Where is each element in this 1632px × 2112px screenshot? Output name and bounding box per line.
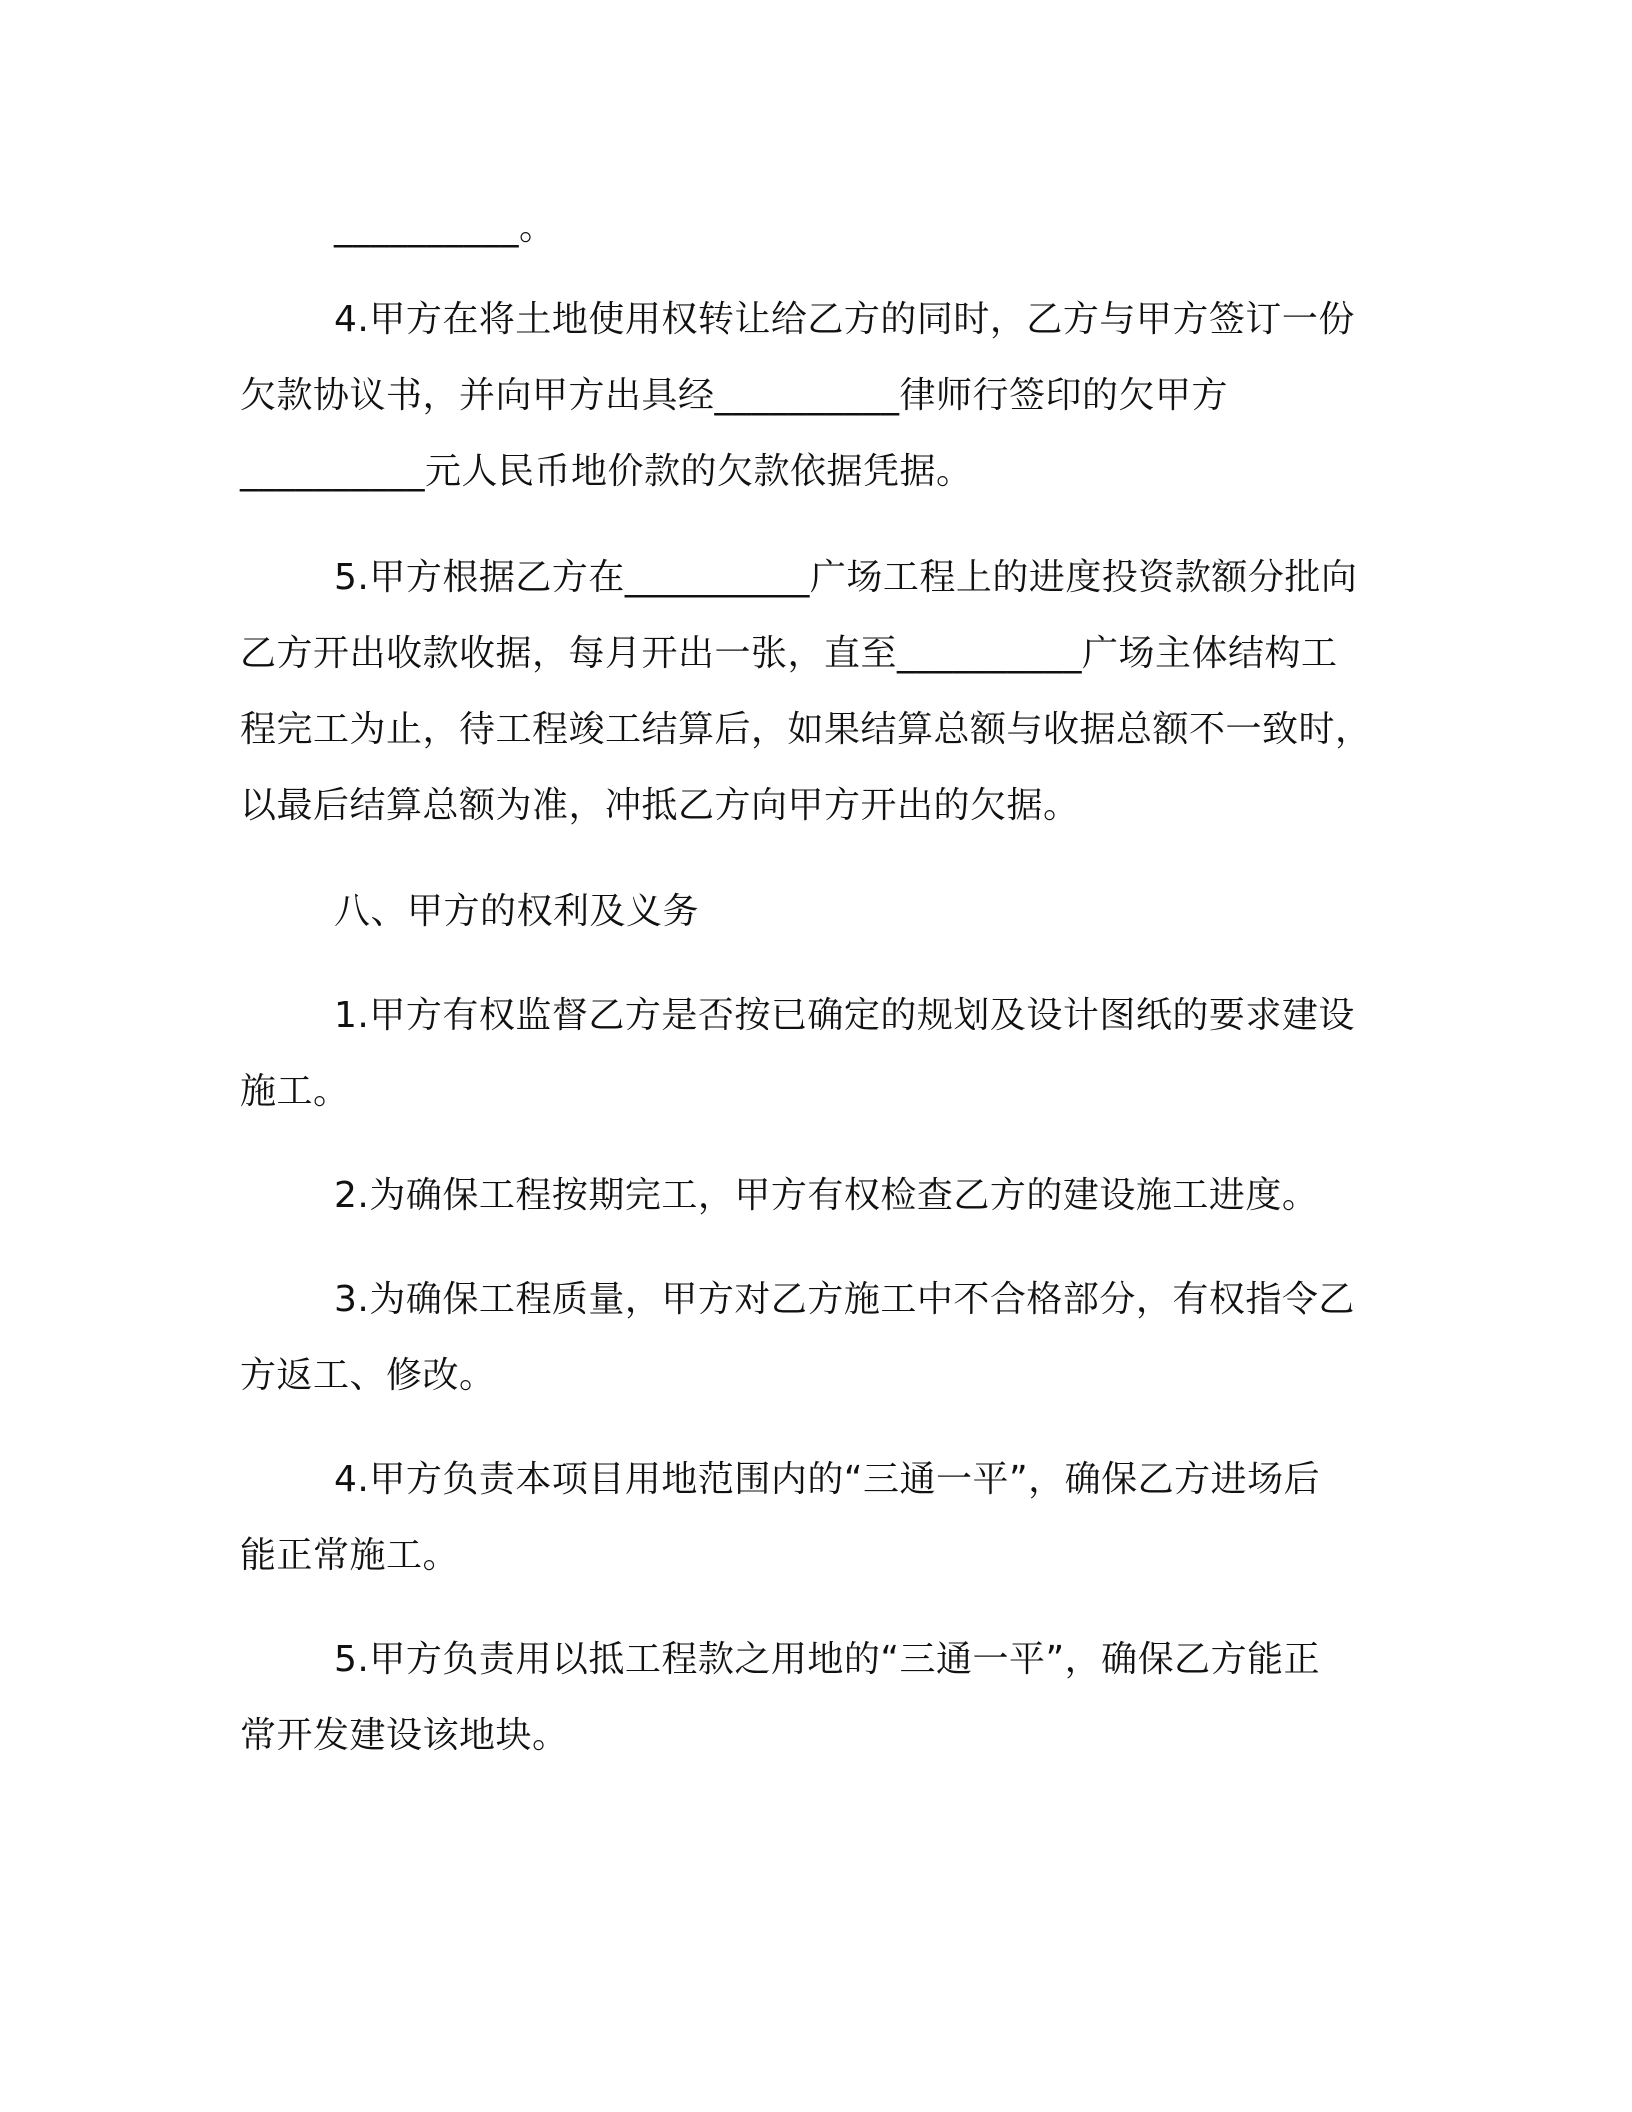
clause-8-2-line-1: 2.为确保工程按期完工，甲方有权检查乙方的建设施工进度。 <box>334 1175 1319 1216</box>
clause-8-1-line-1: 1.甲方有权监督乙方是否按已确定的规划及设计图纸的要求建设 <box>334 995 1355 1036</box>
clause-8-3-line-2: 方返工、修改。 <box>240 1355 496 1396</box>
clause-7-5-line-4: 以最后结算总额为准，冲抵乙方向甲方开出的欠据。 <box>240 785 1080 826</box>
clause-8-4-line-2: 能正常施工。 <box>240 1535 460 1576</box>
clause-7-5-line-3: 程完工为止，待工程竣工结算后，如果结算总额与收据总额不一致时， <box>240 709 1372 750</box>
section-heading-8: 八、甲方的权利及义务 <box>334 891 700 932</box>
clause-8-3-line-1: 3.为确保工程质量，甲方对乙方施工中不合格部分，有权指令乙 <box>334 1279 1355 1320</box>
clause-8-5-line-2: 常开发建设该地块。 <box>240 1715 569 1756</box>
clause-7-4-line-1: 4.甲方在将土地使用权转让给乙方的同时，乙方与甲方签订一份 <box>334 299 1355 340</box>
clause-7-5-line-2: 乙方开出收款收据，每月开出一张，直至__________广场主体结构工 <box>240 633 1338 674</box>
clause-8-4-line-1: 4.甲方负责本项目用地范围内的“三通一平”，确保乙方进场后 <box>334 1459 1321 1500</box>
clause-7-4-line-3: __________元人民币地价款的欠款依据凭据。 <box>240 451 973 492</box>
clause-8-5-line-1: 5.甲方负责用以抵工程款之用地的“三通一平”，确保乙方能正 <box>334 1639 1321 1680</box>
clause-7-5-line-1: 5.甲方根据乙方在__________广场工程上的进度投资款额分批向 <box>334 557 1358 598</box>
clause-8-1-line-2: 施工。 <box>240 1071 350 1112</box>
clause-7-4-line-2: 欠款协议书，并向甲方出具经__________律师行签印的欠甲方 <box>240 375 1229 416</box>
text-line: __________。 <box>334 207 556 248</box>
